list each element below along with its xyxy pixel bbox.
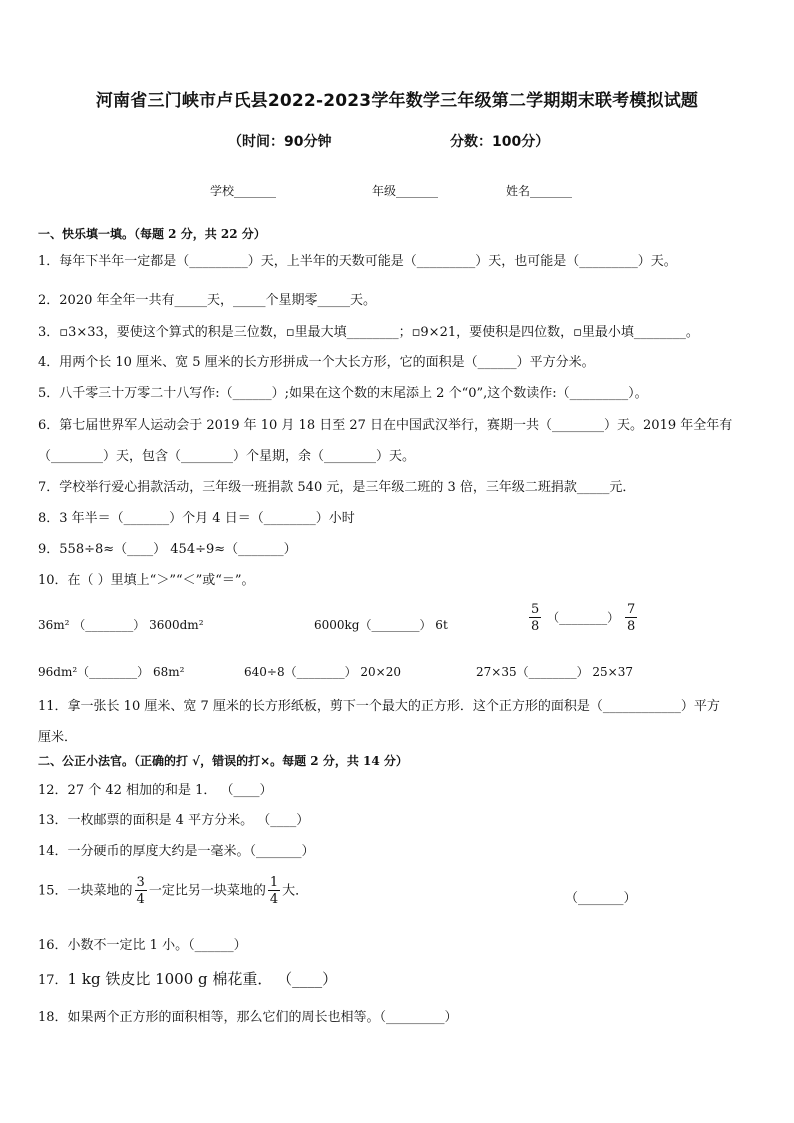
compare-10-6: 27×35（________） 25×37 xyxy=(476,665,634,679)
question-12: 12．27 个 42 相加的和是 1． （____） xyxy=(38,783,273,798)
question-9: 9．558÷8≈（____） 454÷9≈（_______） xyxy=(38,542,297,557)
section-heading-1: 一、快乐填一填。（每题 2 分，共 22 分） xyxy=(38,227,266,241)
question-14: 14．一分硬币的厚度大约是一毫米。（_______） xyxy=(38,844,315,859)
question-1: 1．每年下半年一定都是（_________）天，上半年的天数可能是（_________）天，也可能是（_________）天。 xyxy=(38,254,677,269)
school-field[interactable]: 学校_______ xyxy=(210,184,277,198)
question-17: 17．1 kg 铁皮比 1000 g 棉花重． （____） xyxy=(38,970,338,988)
question-16: 16．小数不一定比 1 小。（______） xyxy=(38,938,247,953)
compare-10-4: 96dm²（________） 68m² xyxy=(38,665,185,679)
page-title: 河南省三门峡市卢氏县2022-2023学年数学三年级第二学期期末联考模拟试题 xyxy=(95,91,699,111)
question-6-line1: 6．第七届世界军人运动会于 2019 年 10 月 18 日至 27 日在中国武汉举行，赛期一共（________）天。2019 年全年有 xyxy=(38,418,733,433)
question-4: 4．用两个长 10 厘米、宽 5 厘米的长方形拼成一个大长方形，它的面积是（______）平方分米。 xyxy=(38,355,595,370)
fraction-1-4: $\frac{1}{4}$ xyxy=(269,875,279,907)
question-5: 5．八千零三十万零二十八写作:（______）;如果在这个数的末尾添上 2 个“0”,这个数读作:（_________）。 xyxy=(38,386,648,401)
question-7: 7．学校举行爱心捐款活动，三年级一班捐款 540 元，是三年级二班的 3 倍，三年级二班捐款_____元． xyxy=(38,480,636,495)
question-2: 2．2020 年全年一共有_____天，_____个星期零_____天。 xyxy=(38,293,376,308)
name-field[interactable]: 姓名_______ xyxy=(506,184,573,198)
fraction-7-8: $\frac{7}{8}$ xyxy=(626,602,636,634)
question-18: 18．如果两个正方形的面积相等，那么它们的周长也相等。（_________） xyxy=(38,1010,458,1025)
question-6-line2: （________）天，包含（________）个星期，余（________）天。 xyxy=(38,449,416,464)
question-15: 15．一块菜地的 $\frac{3}{4}$ 一定比另一块菜地的 $\frac{1}{4}$ 大． xyxy=(38,875,309,907)
question-8: 8．3 年半＝（_______）个月 4 日＝（________）小时 xyxy=(38,511,355,526)
grade-field[interactable]: 年级_______ xyxy=(372,184,439,198)
question-3: 3．▫3×33，要使这个算式的积是三位数，▫里最大填________；▫9×21，要使积是四位数，▫里最小填________。 xyxy=(38,325,699,340)
compare-10-3 xyxy=(527,603,639,633)
compare-10-1: 36m² （________） 3600dm² xyxy=(38,618,204,632)
fraction-3-4: $\frac{3}{4}$ xyxy=(136,875,145,907)
fraction-5-8: $\frac{5}{8}$ xyxy=(531,602,540,634)
question-13: 13．一枚邮票的面积是 4 平方分米。 （____） xyxy=(38,813,310,828)
compare-10-5: 640÷8（________） 20×20 xyxy=(244,665,402,679)
exam-time: （时间：90分钟 xyxy=(228,134,332,150)
compare-blank[interactable]: （________） xyxy=(547,610,620,625)
question-10: 10．在（ ）里填上“＞”“＜”或“＝”。 xyxy=(38,573,255,588)
section-heading-2: 二、公正小法官。（正确的打 √，错误的打×。每题 2 分，共 14 分） xyxy=(38,754,408,768)
question-15-answer-blank[interactable]: （_______） xyxy=(565,891,637,906)
compare-10-2: 6000kg（________） 6t xyxy=(314,618,448,632)
question-11-line1: 11．拿一张长 10 厘米、宽 7 厘米的长方形纸板，剪下一个最大的正方形．这个正方形的面积是（____________）平方 xyxy=(38,699,720,714)
exam-score: 分数：100分） xyxy=(450,134,550,150)
question-11-line2: 厘米． xyxy=(38,730,78,745)
